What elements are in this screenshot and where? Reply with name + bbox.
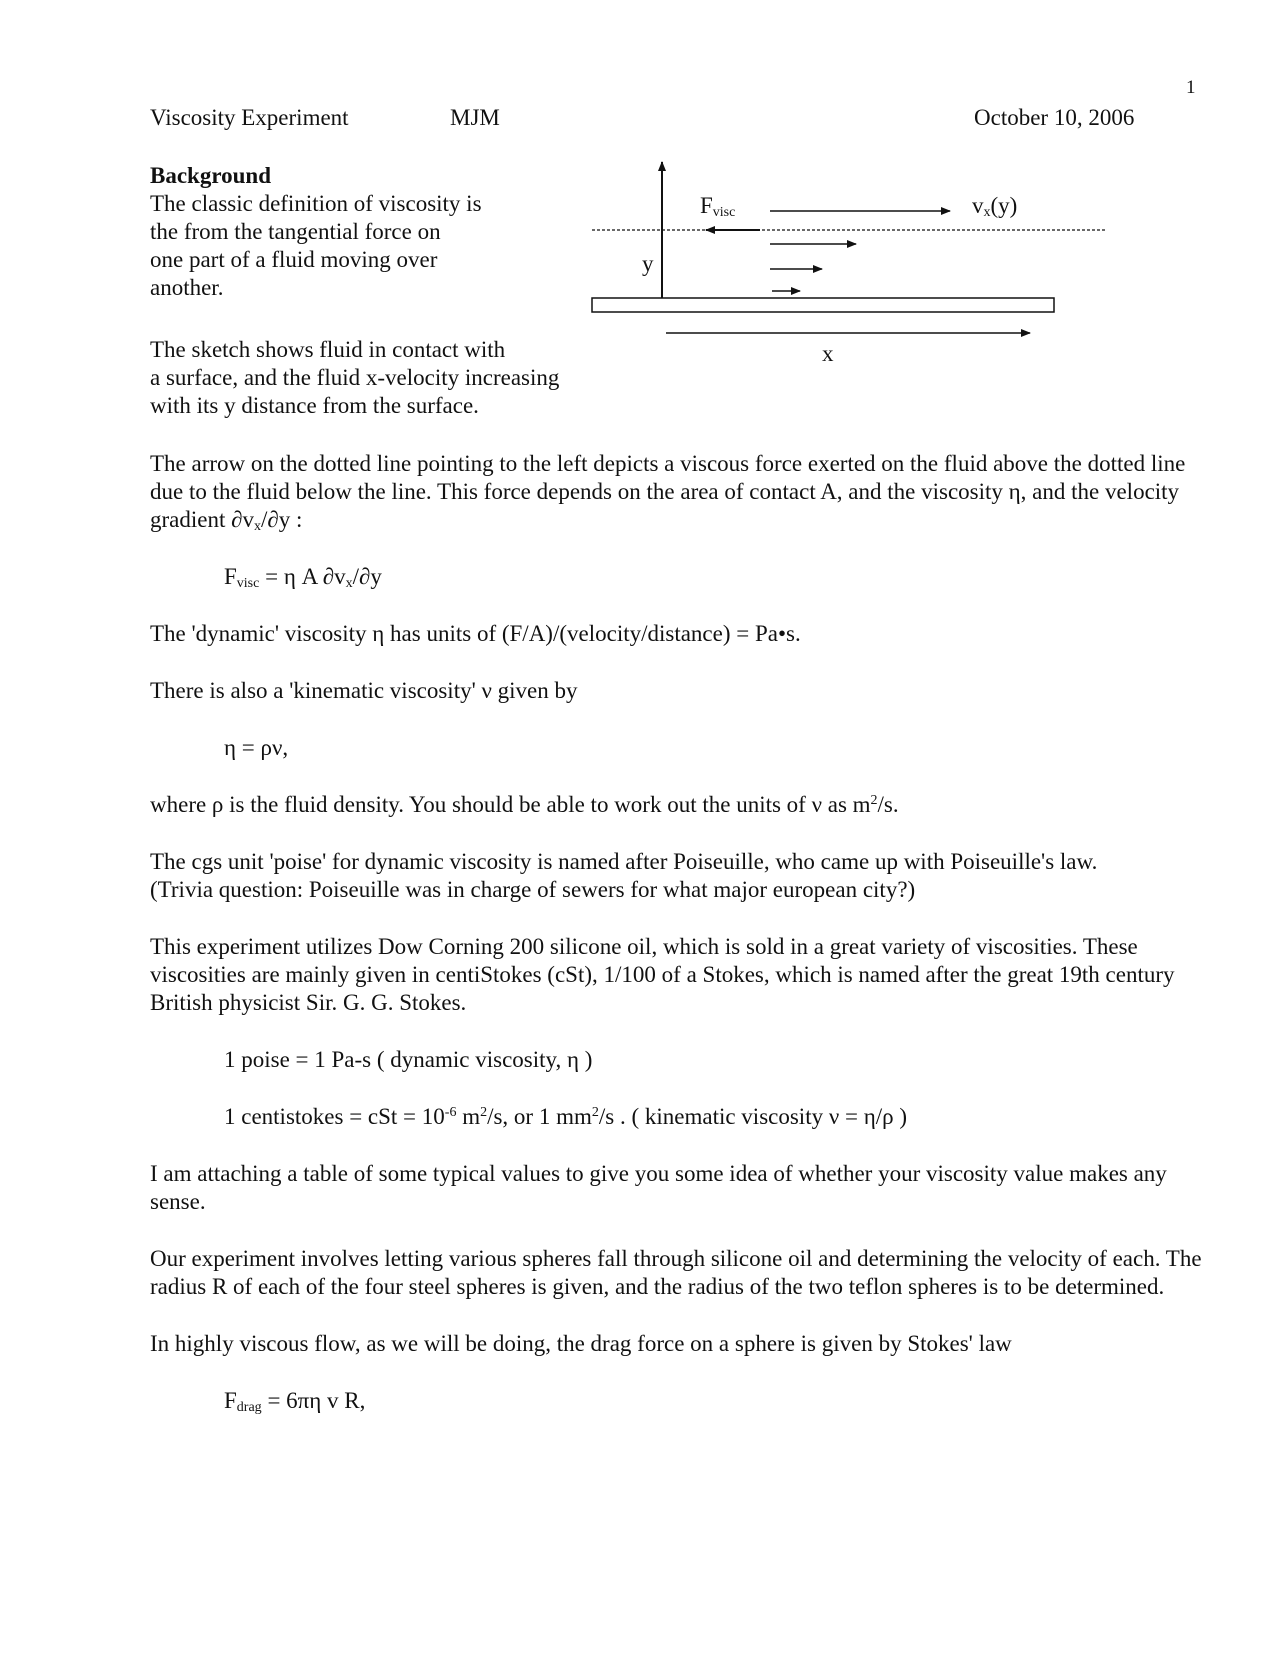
background-line: one part of a fluid moving over: [150, 247, 438, 272]
equation-kinematic: η = ρν,: [224, 735, 289, 760]
document-title: Viscosity Experiment: [150, 105, 349, 130]
dow-corning-paragraph: This experiment utilizes Dow Corning 200 silicone oil, which is sold in a great variety of viscosities. These viscosities are mainly given in centiStokes (cSt), 1/100 of a Stokes, which is named after the great 19th century British physicist Sir. G. G. Stokes.: [150, 934, 1175, 1015]
background-line: another.: [150, 275, 224, 300]
document-date: October 10, 2006: [974, 105, 1135, 130]
table-paragraph: I am attaching a table of some typical values to give you some idea of whether your viscosity value makes any sense.: [150, 1161, 1167, 1214]
units-paragraph: The 'dynamic' viscosity η has units of (F/A)/(velocity/distance) = Pa•s.: [150, 621, 801, 646]
background-line: The classic definition of viscosity is: [150, 191, 482, 216]
x-axis-label: x: [822, 341, 834, 366]
equation-fvisc: $F_{visc} = \eta$ A $\partial v_x/\partial y$: [224, 564, 382, 591]
y-axis-label: y: [642, 251, 654, 276]
stokes-paragraph: In highly viscous flow, as we will be doing, the drag force on a sphere is given by Stokes' law: [150, 1331, 1012, 1356]
background-heading: Background: [150, 163, 272, 188]
surface-plate: [592, 298, 1054, 312]
sketch-line: with its y distance from the surface.: [150, 393, 479, 418]
viscosity-diagram: [560, 150, 1120, 366]
sketch-line: The sketch shows fluid in contact with: [150, 337, 506, 362]
equation-stokes-drag: $F_{drag} = 6\pi\eta$ v R,: [224, 1388, 366, 1415]
page-number: 1: [1186, 77, 1196, 98]
arrow-paragraph: The arrow on the dotted line pointing to the left depicts a viscous force exerted on the fluid above the dotted line due to the fluid below the line. This force depends on the area of contact A, and the viscosity η, and the velocity gradient $\partial v_x/\partial y$ :: [150, 451, 1186, 534]
document-body: [150, 450, 1210, 1444]
background-section: [150, 162, 590, 302]
document-author: MJM: [450, 105, 500, 130]
poise-paragraph: The cgs unit 'poise' for dynamic viscosity is named after Poiseuille, who came up with Poiseuille's law. (Trivia question: Poiseuille was in charge of sewers for what major european city?): [150, 849, 1098, 902]
equation-poise: 1 poise = 1 Pa-s ( dynamic viscosity, η ): [224, 1047, 593, 1072]
equation-centistokes: 1 centistokes = cSt = $10^{-6}$ $m^2/s$, or 1 $mm^2/s$ . ( kinematic viscosity ν = η/ρ ): [224, 1104, 908, 1129]
vx-label: $v_x(y)$: [972, 193, 1018, 220]
background-line: the from the tangential force on: [150, 219, 441, 244]
spheres-paragraph: Our experiment involves letting various spheres fall through silicone oil and determining the velocity of each. The radius R of each of the four steel spheres is given, and the radius of the two teflon spheres is to be determined.: [150, 1246, 1202, 1299]
fvisc-label: $F_{visc}$: [700, 193, 736, 220]
sketch-line: a surface, and the fluid x-velocity increasing: [150, 365, 560, 390]
sketch-description: [150, 336, 610, 420]
density-paragraph: where ρ is the fluid density. You should be able to work out the units of ν as $m^2/s$.: [150, 792, 899, 817]
kinematic-paragraph: There is also a 'kinematic viscosity' ν given by: [150, 678, 578, 703]
